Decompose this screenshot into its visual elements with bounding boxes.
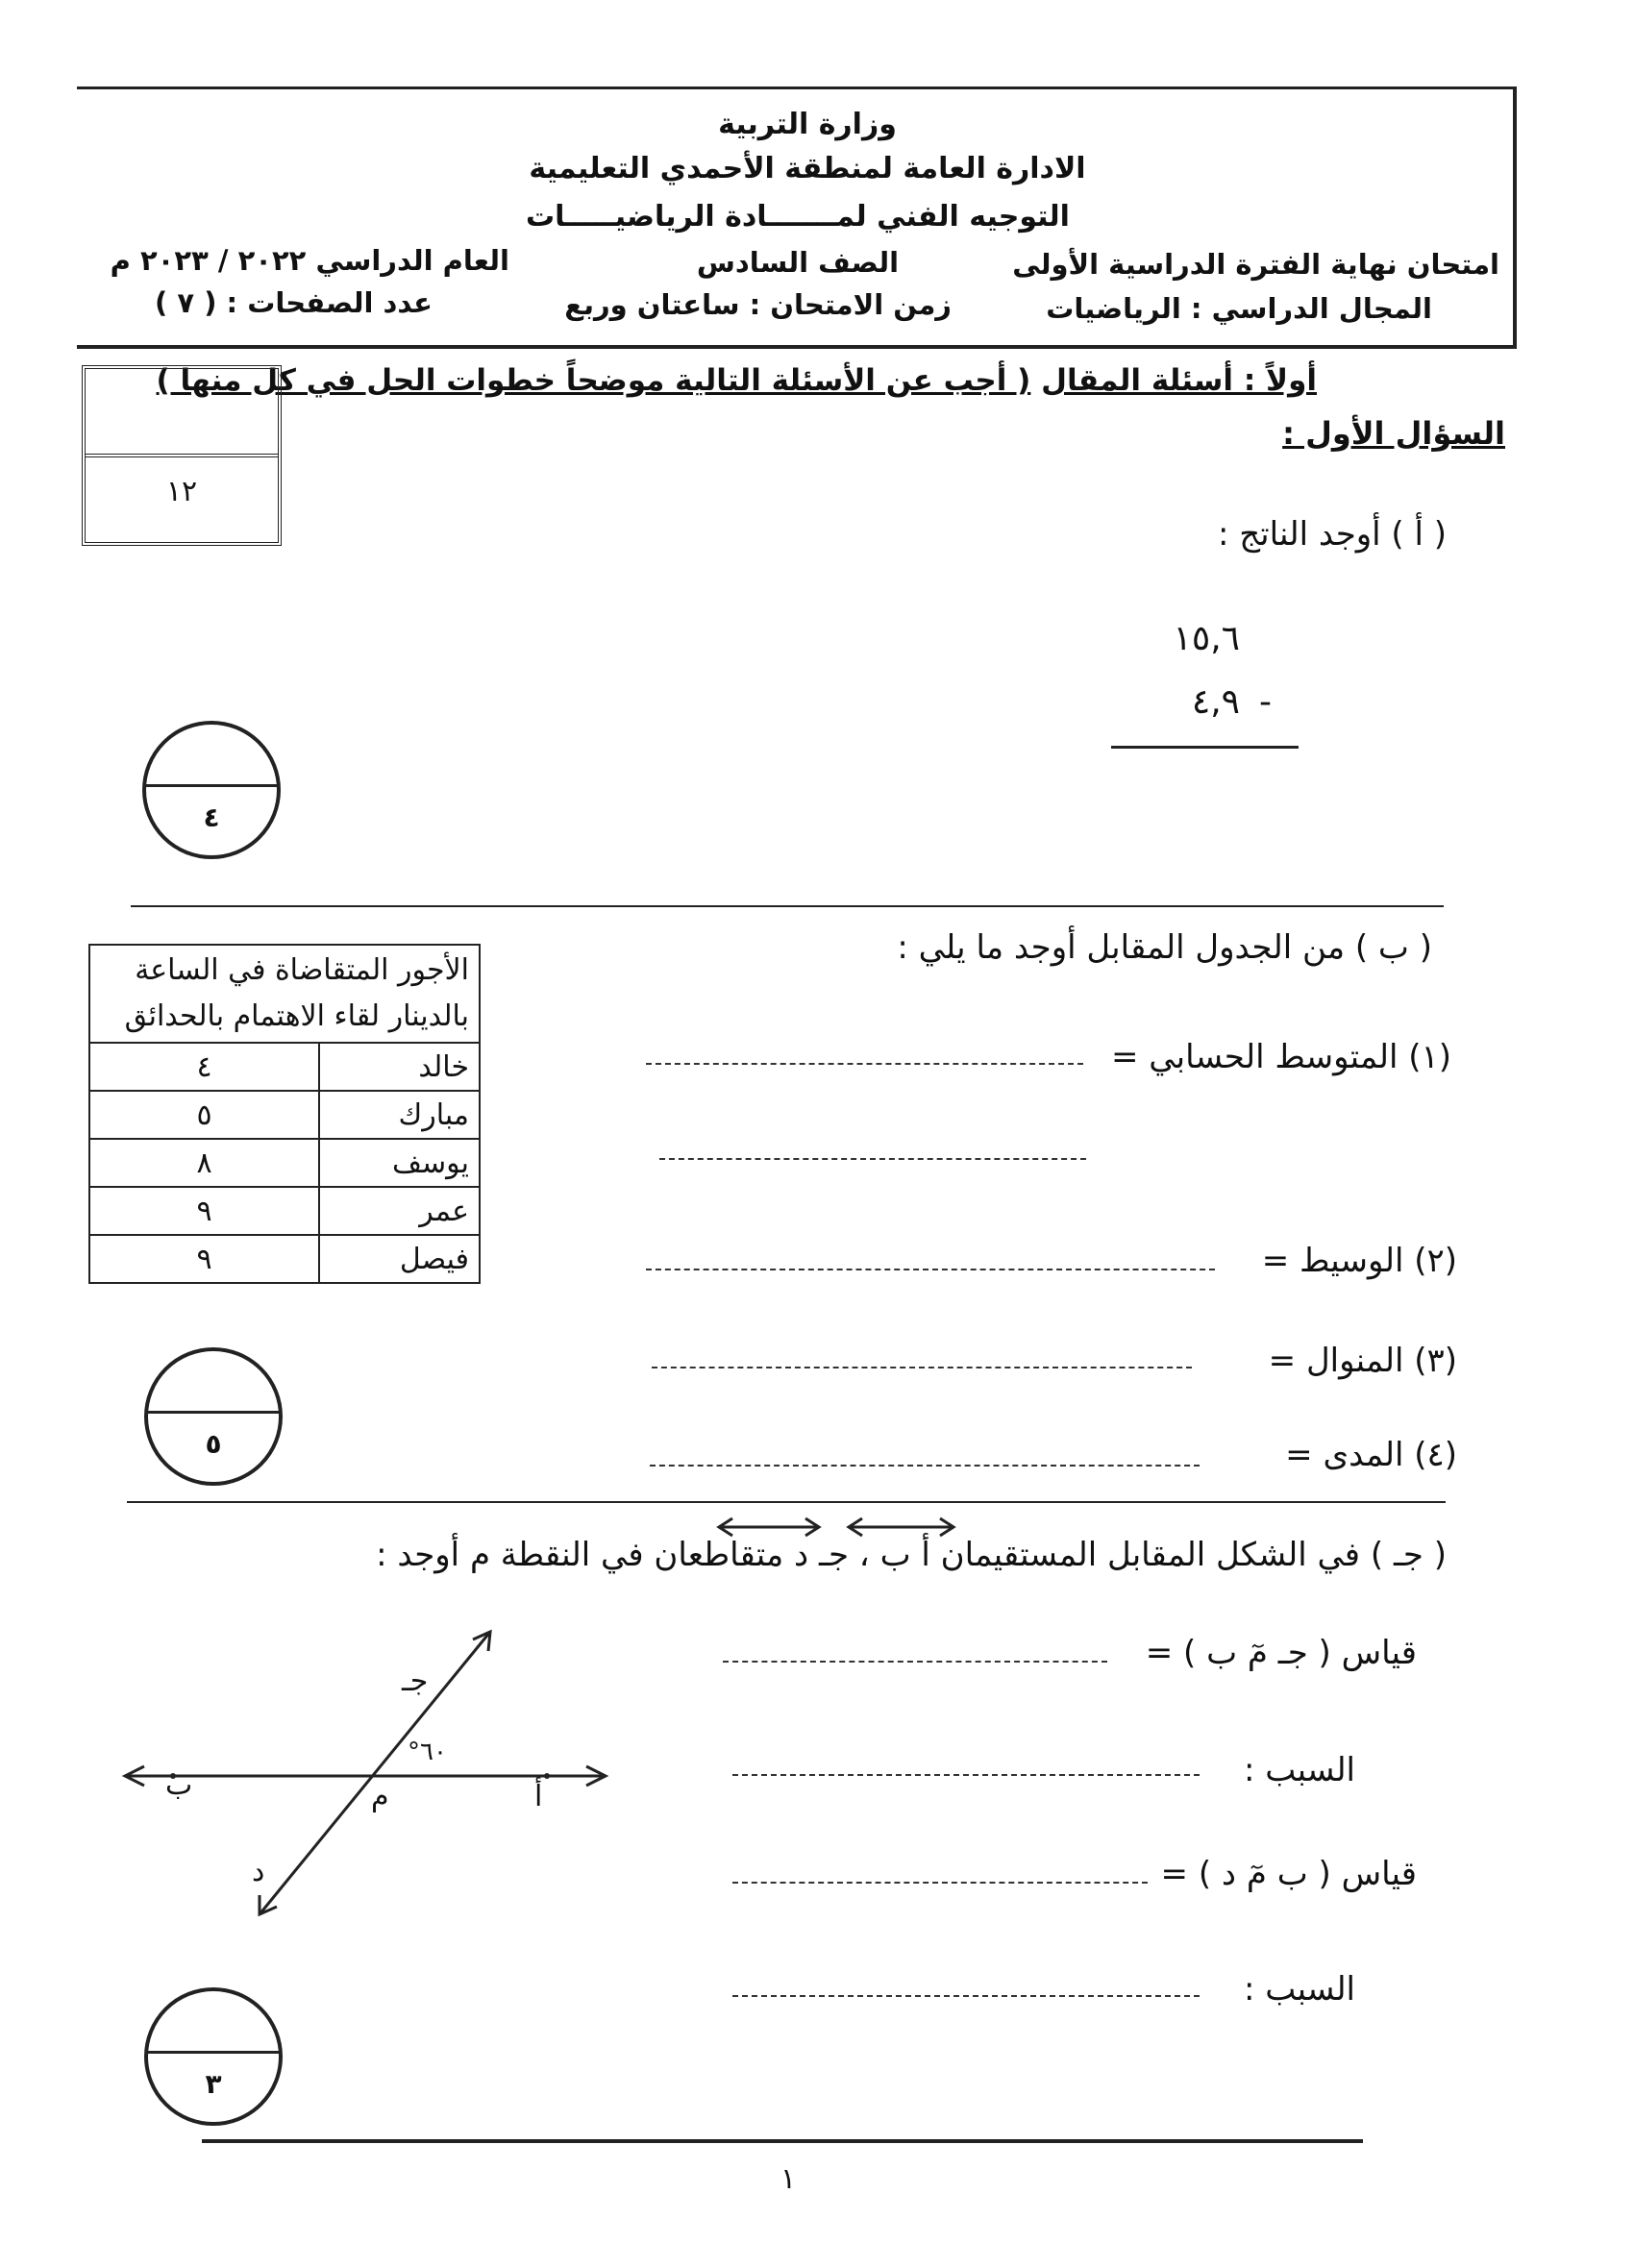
table-row: مبارك ٥ <box>89 1091 480 1139</box>
divider <box>127 1501 1446 1503</box>
section-instruction: ( أجب عن الأسئلة التالية موضحاً خطوات الحل في كل منها ) <box>156 363 1031 398</box>
section-heading <box>156 363 1317 398</box>
point-c-label: جـ <box>402 1664 429 1698</box>
line-cd <box>260 1632 490 1914</box>
bottom-divider <box>202 2139 1363 2143</box>
wages-table <box>88 944 481 1284</box>
exam-duration: زمن الامتحان : ساعتان وربع <box>564 288 952 321</box>
mode-label: (٣) المنوال = <box>1268 1342 1457 1380</box>
ministry-name: وزارة التربية <box>718 108 897 141</box>
reason-2-label: السبب : <box>1243 1970 1355 2009</box>
part-b-label: ( ب ) من الجدول المقابل أوجد ما يلي : <box>897 928 1432 967</box>
part-c-label: ( جـ ) في الشكل المقابل المستقيمان أ ب ، جـ د متقاطعان في النقطة م أوجد : <box>376 1536 1447 1574</box>
minus-operator: - <box>1259 682 1272 722</box>
grade: الصف السادس <box>696 246 900 279</box>
bottom-number: ٤,٩ <box>1191 682 1240 722</box>
line-notation-arrows <box>711 1513 961 1541</box>
measure-2-label: قياس ( ب مٓ د ) = <box>1160 1855 1417 1893</box>
directorate-name: الادارة العامة لمنطقة الأحمدي التعليمية <box>529 152 1086 185</box>
mean-label: (١) المتوسط الحسابي = <box>1111 1038 1451 1076</box>
page-number: ١ <box>780 2162 797 2196</box>
range-answer-line <box>650 1465 1200 1467</box>
top-number: ١٥,٦ <box>1173 619 1240 658</box>
point-b-label: ب <box>165 1768 193 1802</box>
point-m-label: م <box>371 1780 389 1813</box>
part-b-score-circle <box>144 1347 283 1486</box>
median-label: (٢) الوسيط = <box>1261 1242 1457 1280</box>
angle-label: °٦٠ <box>408 1738 447 1766</box>
reason-2-answer-line <box>732 1995 1200 1997</box>
supervision-name: التوجيه الفني لمـــــــادة الرياضيـــــات <box>526 200 1070 234</box>
answer-line <box>1111 746 1299 749</box>
part-c-score: ٣ <box>205 2068 222 2100</box>
part-c-score-circle <box>144 1987 283 2126</box>
median-answer-line <box>646 1269 1215 1270</box>
table-row: فيصل ٩ <box>89 1235 480 1283</box>
range-label: (٤) المدى = <box>1285 1436 1457 1474</box>
part-a-score: ٤ <box>203 801 220 833</box>
point-a-label: أ <box>534 1780 543 1813</box>
total-score: ١٢ <box>165 475 198 508</box>
mode-answer-line <box>652 1367 1192 1368</box>
divider <box>131 905 1444 907</box>
part-a-score-circle <box>142 721 281 859</box>
table-row: يوسف ٨ <box>89 1139 480 1187</box>
total-score-box <box>82 365 282 546</box>
question-title: السؤال الأول : <box>1282 415 1505 452</box>
subject: المجال الدراسي : الرياضيات <box>1046 292 1432 325</box>
table-header: الأجور المتقاضاة في الساعة بالدينار لقاء الاهتمام بالحدائق <box>89 945 480 1043</box>
part-a-label: ( أ ) أوجد الناتج : <box>1217 515 1447 554</box>
part-b-score: ٥ <box>205 1428 222 1460</box>
line-ab-label: أ ب <box>879 1536 930 1574</box>
measure-2-answer-line <box>732 1882 1148 1884</box>
table-row: خالد ٤ <box>89 1043 480 1091</box>
table-row: عمر ٩ <box>89 1187 480 1235</box>
exam-title: امتحان نهاية الفترة الدراسية الأولى <box>1012 248 1499 281</box>
mean-answer-line <box>646 1063 1083 1065</box>
page-count: عدد الصفحات : ( ٧ ) <box>155 286 433 319</box>
reason-1-answer-line <box>732 1774 1200 1776</box>
academic-year: العام الدراسي ٢٠٢٢ / ٢٠٢٣ م <box>110 244 509 277</box>
reason-1-label: السبب : <box>1243 1751 1355 1789</box>
section-title: أولاً : أسئلة المقال <box>1041 363 1317 398</box>
line-cd-label: جـ د <box>794 1536 849 1574</box>
measure-1-answer-line <box>723 1661 1107 1663</box>
measure-1-label: قياس ( جـ مٓ ب ) = <box>1145 1634 1417 1672</box>
point-d-label: د <box>252 1855 265 1888</box>
mean-answer-line-2 <box>659 1158 1086 1160</box>
